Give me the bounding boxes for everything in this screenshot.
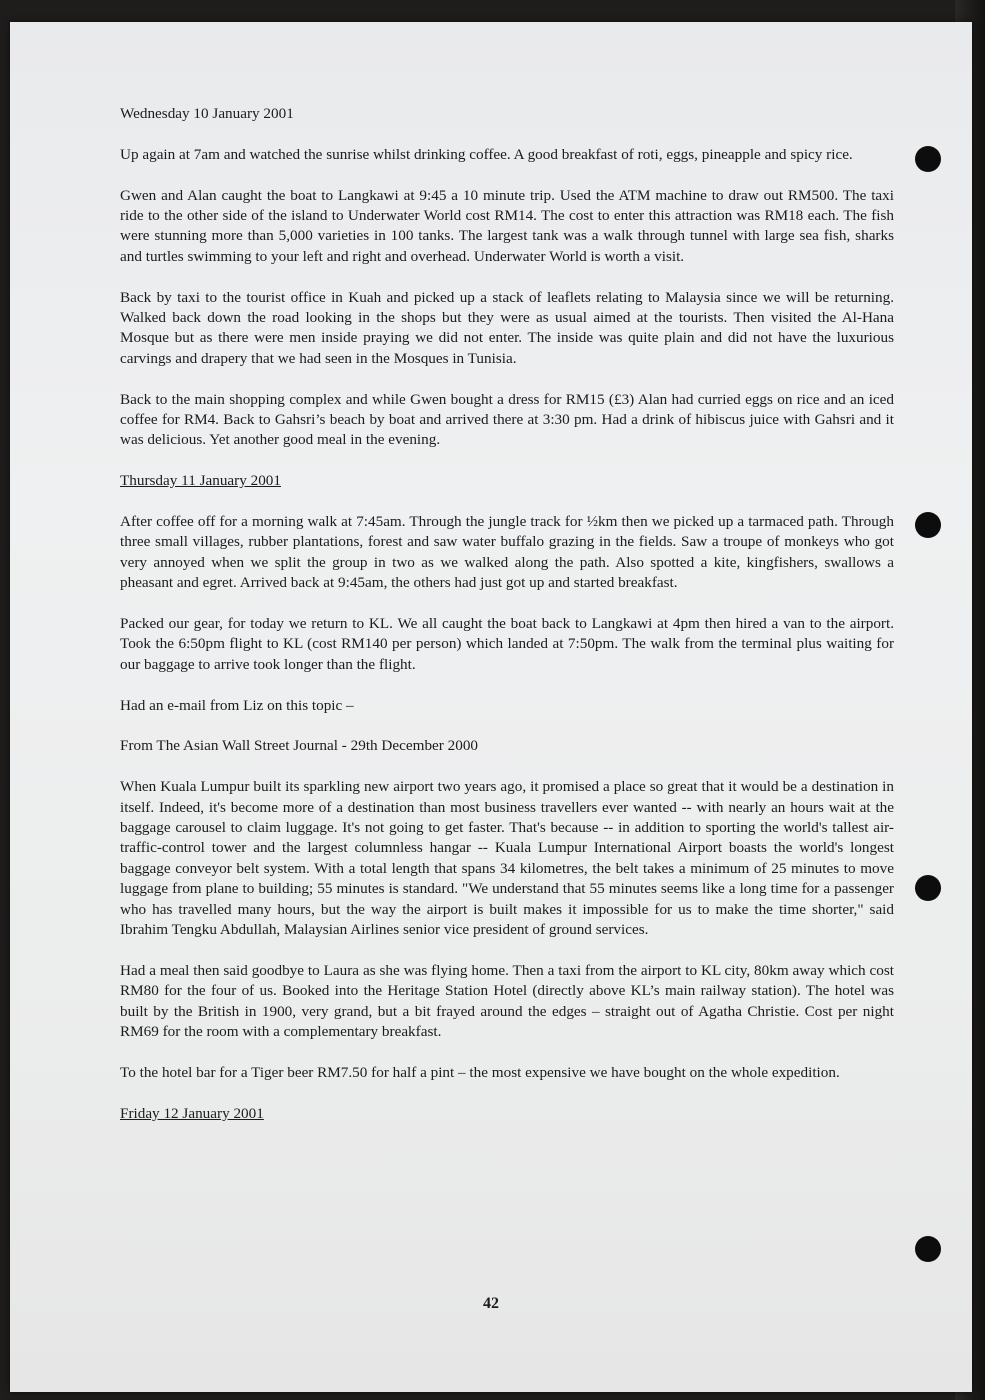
punch-hole — [915, 146, 941, 172]
paragraph: To the hotel bar for a Tiger beer RM7.50 for half a pint – the most expensive we have bought on the whole expedition. — [120, 1063, 840, 1081]
paragraph: Packed our gear, for today we return to KL. We all caught the boat back to Langkawi at 4pm then hired a van to the airport. Took the 6:50pm flight to KL (cost RM140 per person) which landed at 7:50pm. The walk from the terminal plus waiting for our baggage to arrive took longer than the flight. — [120, 615, 894, 673]
punch-hole — [915, 512, 941, 538]
paragraph: From The Asian Wall Street Journal - 29th December 2000 — [120, 737, 479, 755]
date-heading: Wednesday 10 January 2001 — [120, 105, 294, 122]
paragraph: Up again at 7am and watched the sunrise whilst drinking coffee. A good breakfast of roti, eggs, pineapple and spicy rice. — [120, 145, 853, 163]
paragraph: Had a meal then said goodbye to Laura as she was flying home. Then a taxi from the airport to KL city, 80km away which cost RM80 for the four of us. Booked into the Heritage Station Hotel (directly above KL’s main railway station). The hotel was built by the British in 1900, very grand, but a bit frayed around the edges – straight out of Agatha Christie. Cost per night RM69 for the room with a complementary breakfast. — [120, 961, 894, 1041]
document-page — [10, 22, 972, 1392]
document-body — [120, 104, 894, 1145]
date-heading: Thursday 11 January 2001 — [120, 472, 281, 490]
paragraph: Had an e-mail from Liz on this topic – — [120, 696, 354, 714]
paragraph: After coffee off for a morning walk at 7:45am. Through the jungle track for ½km then we picked up a tarmaced path. Through three small villages, rubber plantations, forest and saw water buffalo grazing in the fields. Saw a troupe of monkeys who got very annoyed when we split the group in two as we walked along the path. Also spotted a kite, kingfishers, swallows a pheasant and egret. Arrived back at 9:45am, the others had just got up and started breakfast. — [120, 513, 894, 592]
paragraph: Back by taxi to the tourist office in Kuah and picked up a stack of leaflets relating to Malaysia since we will be returning. Walked back down the road looking in the shops but they were as usual aimed at the tourists. Then visited the Al-Hana Mosque but as there were men inside praying we did not enter. The inside was quite plain and did not have the luxurious carvings and drapery that we had seen in the Mosques in Tunisia. — [120, 288, 894, 367]
punch-hole — [915, 1236, 941, 1262]
date-heading: Friday 12 January 2001 — [120, 1104, 264, 1122]
paragraph: When Kuala Lumpur built its sparkling new airport two years ago, it promised a place so great that it would be a destination in itself. Indeed, it's become more of a destination than most business travellers ever wanted -- with nearly an hours wait at the baggage carousel to claim luggage. It's not going to get faster. That's because -- in addition to sporting the world's tallest air-traffic-control tower and the largest columnless hangar -- Kuala Lumpur International Airport boasts the world's longest baggage conveyor belt system. With a total length that spans 34 kilometres, the belt takes a minimum of 25 minutes to move luggage from plane to building; 55 minutes is standard. "We understand that 55 minutes seems like a long time for a passenger who has travelled many hours, but the way the airport is built makes it impossible for us to make the time shorter," said Ibrahim Tengku Abdullah, Malaysian Airlines senior vice president of ground services. — [120, 778, 894, 939]
page-number: 42 — [483, 1295, 499, 1312]
paragraph: Back to the main shopping complex and while Gwen bought a dress for RM15 (£3) Alan had curried eggs on rice and an iced coffee for RM4. Back to Gahsri’s beach by boat and arrived there at 3:30 pm. Had a drink of hibiscus juice with Gahsri and it was delicious. Yet another good meal in the evening. — [120, 390, 894, 449]
paragraph: Gwen and Alan caught the boat to Langkawi at 9:45 a 10 minute trip. Used the ATM machine to draw out RM500. The taxi ride to the other side of the island to Underwater World cost RM14. The cost to enter this attraction was RM18 each. The fish were stunning more than 5,000 varieties in 100 tanks. The largest tank was a walk through tunnel with large sea fish, sharks and turtles swimming to your left and right and overhead. Underwater World is worth a visit. — [120, 186, 894, 265]
punch-hole — [915, 875, 941, 901]
